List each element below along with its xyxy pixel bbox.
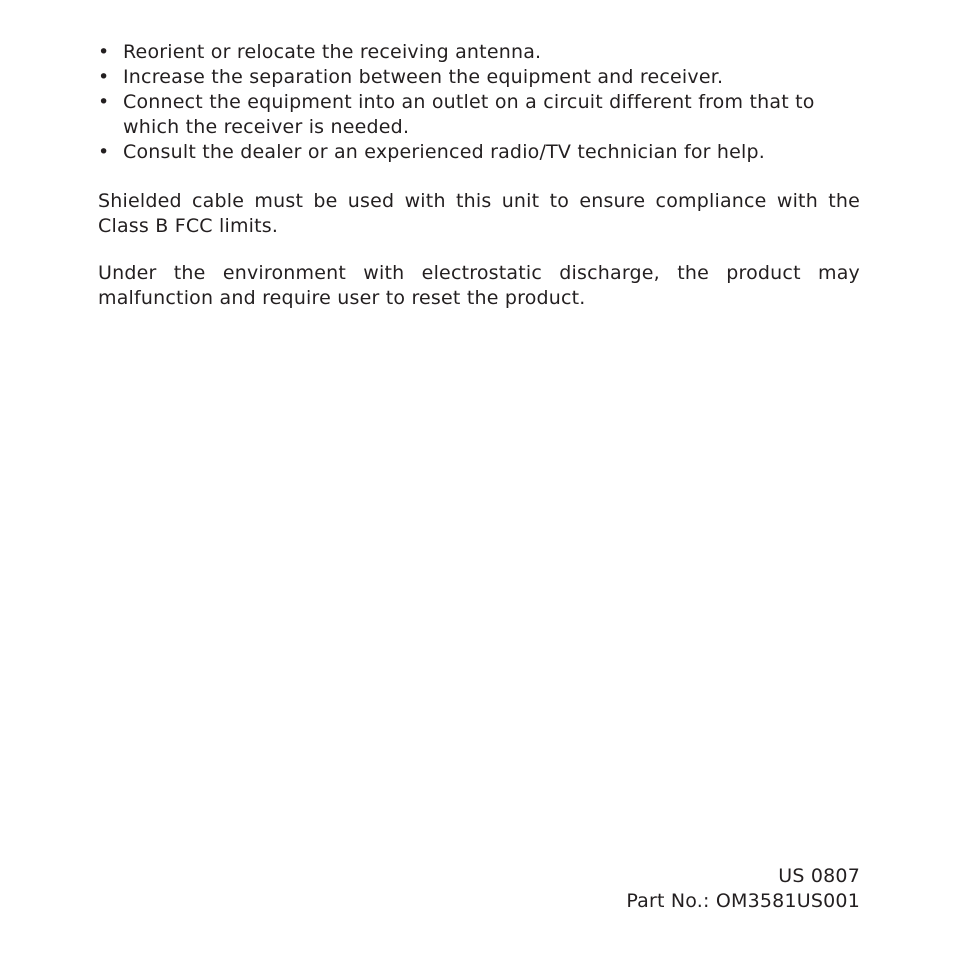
revision-code: US 0807 (778, 865, 860, 887)
list-item-text: Connect the equipment into an outlet on a circuit different from that to which the receiver is needed. (123, 91, 815, 138)
list-item-text: Reorient or relocate the receiving antenna. (123, 41, 542, 63)
bullet-icon: • (98, 66, 110, 88)
part-number: Part No.: OM3581US001 (626, 890, 860, 912)
bullet-icon: • (98, 41, 110, 63)
bullet-icon: • (98, 141, 110, 163)
esd-paragraph: Under the environment with electrostatic discharge, the product may malfunction and require user to reset the product. (98, 262, 860, 309)
list-item-text: Increase the separation between the equipment and receiver. (123, 66, 724, 88)
shielded-cable-paragraph: Shielded cable must be used with this unit to ensure compliance with the Class B FCC limits. (98, 190, 860, 237)
list-item (98, 140, 860, 165)
list-item (98, 40, 860, 65)
list-item (98, 90, 860, 140)
document-body (98, 40, 860, 311)
document-footer (626, 864, 860, 914)
list-item-text: Consult the dealer or an experienced radio/TV technician for help. (123, 141, 766, 163)
fcc-remedy-list (98, 40, 860, 165)
bullet-icon: • (98, 91, 110, 113)
list-item (98, 65, 860, 90)
